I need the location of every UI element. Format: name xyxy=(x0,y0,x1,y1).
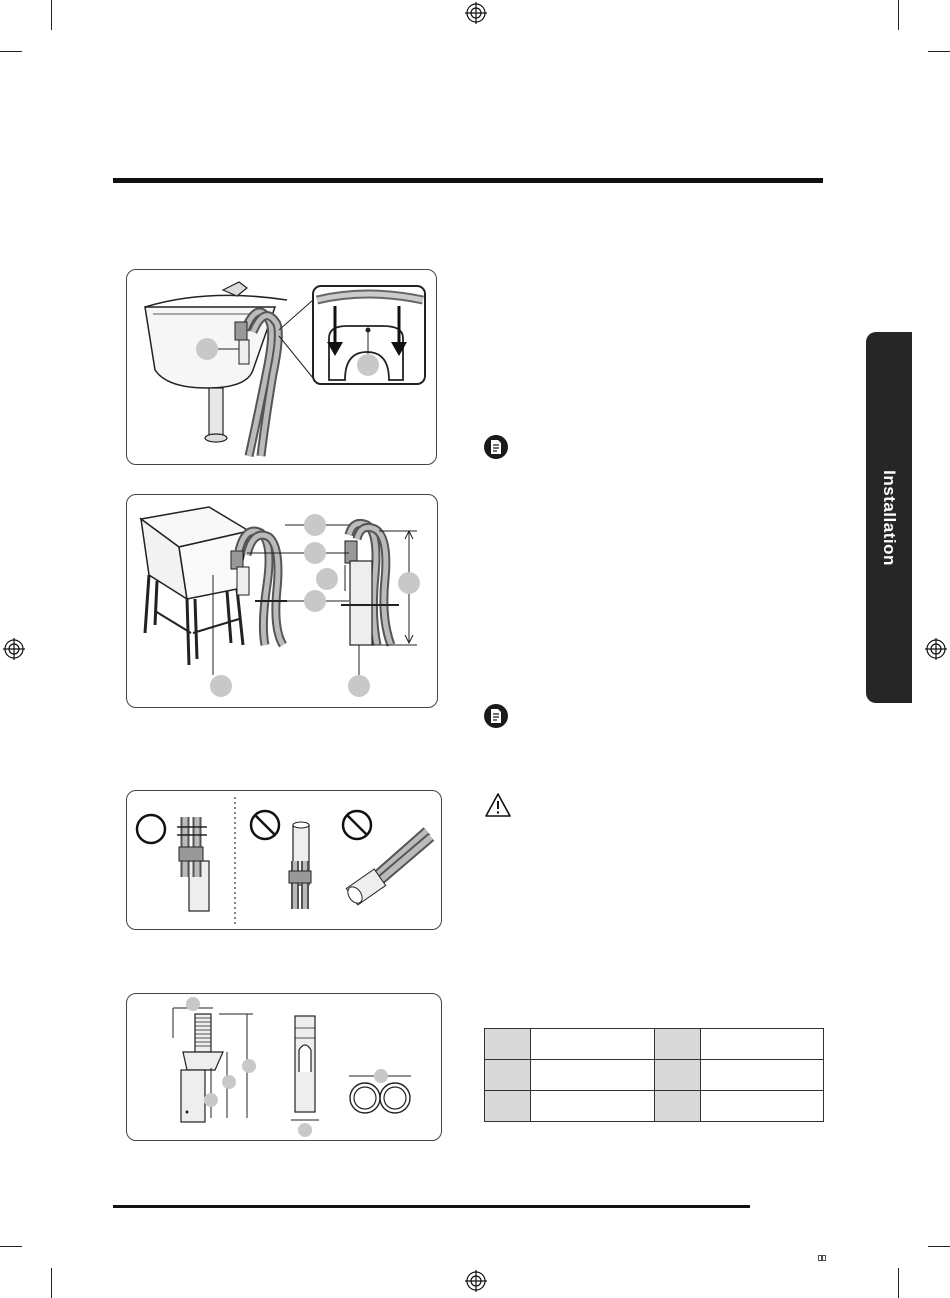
table-row xyxy=(485,1091,824,1122)
table-cell xyxy=(654,1029,700,1060)
sink-hose-hanger-figure xyxy=(126,269,437,465)
section-tab xyxy=(866,332,912,703)
drain-pipe-dimension-figure xyxy=(126,993,442,1141)
table-cell xyxy=(485,1091,531,1122)
registration-mark-icon xyxy=(465,2,487,24)
page-number-glyph-icon xyxy=(818,1255,826,1261)
table-cell xyxy=(485,1060,531,1091)
table-row xyxy=(485,1029,824,1060)
crop-mark xyxy=(928,1246,950,1247)
table-cell xyxy=(700,1091,824,1122)
crop-mark xyxy=(898,1268,899,1298)
crop-mark xyxy=(51,0,52,30)
page-number xyxy=(818,1254,826,1264)
note-icon xyxy=(484,435,508,459)
utility-tub-hose-setup-figure xyxy=(126,494,438,708)
spec-table xyxy=(484,1028,824,1122)
crop-mark xyxy=(0,1246,22,1247)
table-cell xyxy=(531,1091,655,1122)
table-cell xyxy=(654,1091,700,1122)
crop-mark xyxy=(898,0,899,30)
crop-mark xyxy=(928,51,950,52)
registration-mark-icon xyxy=(925,638,947,660)
table-row xyxy=(485,1060,824,1091)
correct-incorrect-connection-figure xyxy=(126,790,442,930)
crop-mark xyxy=(51,1268,52,1298)
table-cell xyxy=(485,1029,531,1060)
table-cell xyxy=(700,1029,824,1060)
table-cell xyxy=(531,1029,655,1060)
crop-mark xyxy=(0,51,22,52)
footer-rule xyxy=(113,1205,750,1208)
header-rule xyxy=(113,178,823,183)
table-cell xyxy=(531,1060,655,1091)
table-cell xyxy=(700,1060,824,1091)
registration-mark-icon xyxy=(465,1270,487,1292)
note-icon xyxy=(484,704,508,728)
registration-mark-icon xyxy=(3,638,25,660)
section-tab-label: Installation xyxy=(880,469,899,566)
caution-icon xyxy=(484,792,512,818)
table-cell xyxy=(654,1060,700,1091)
